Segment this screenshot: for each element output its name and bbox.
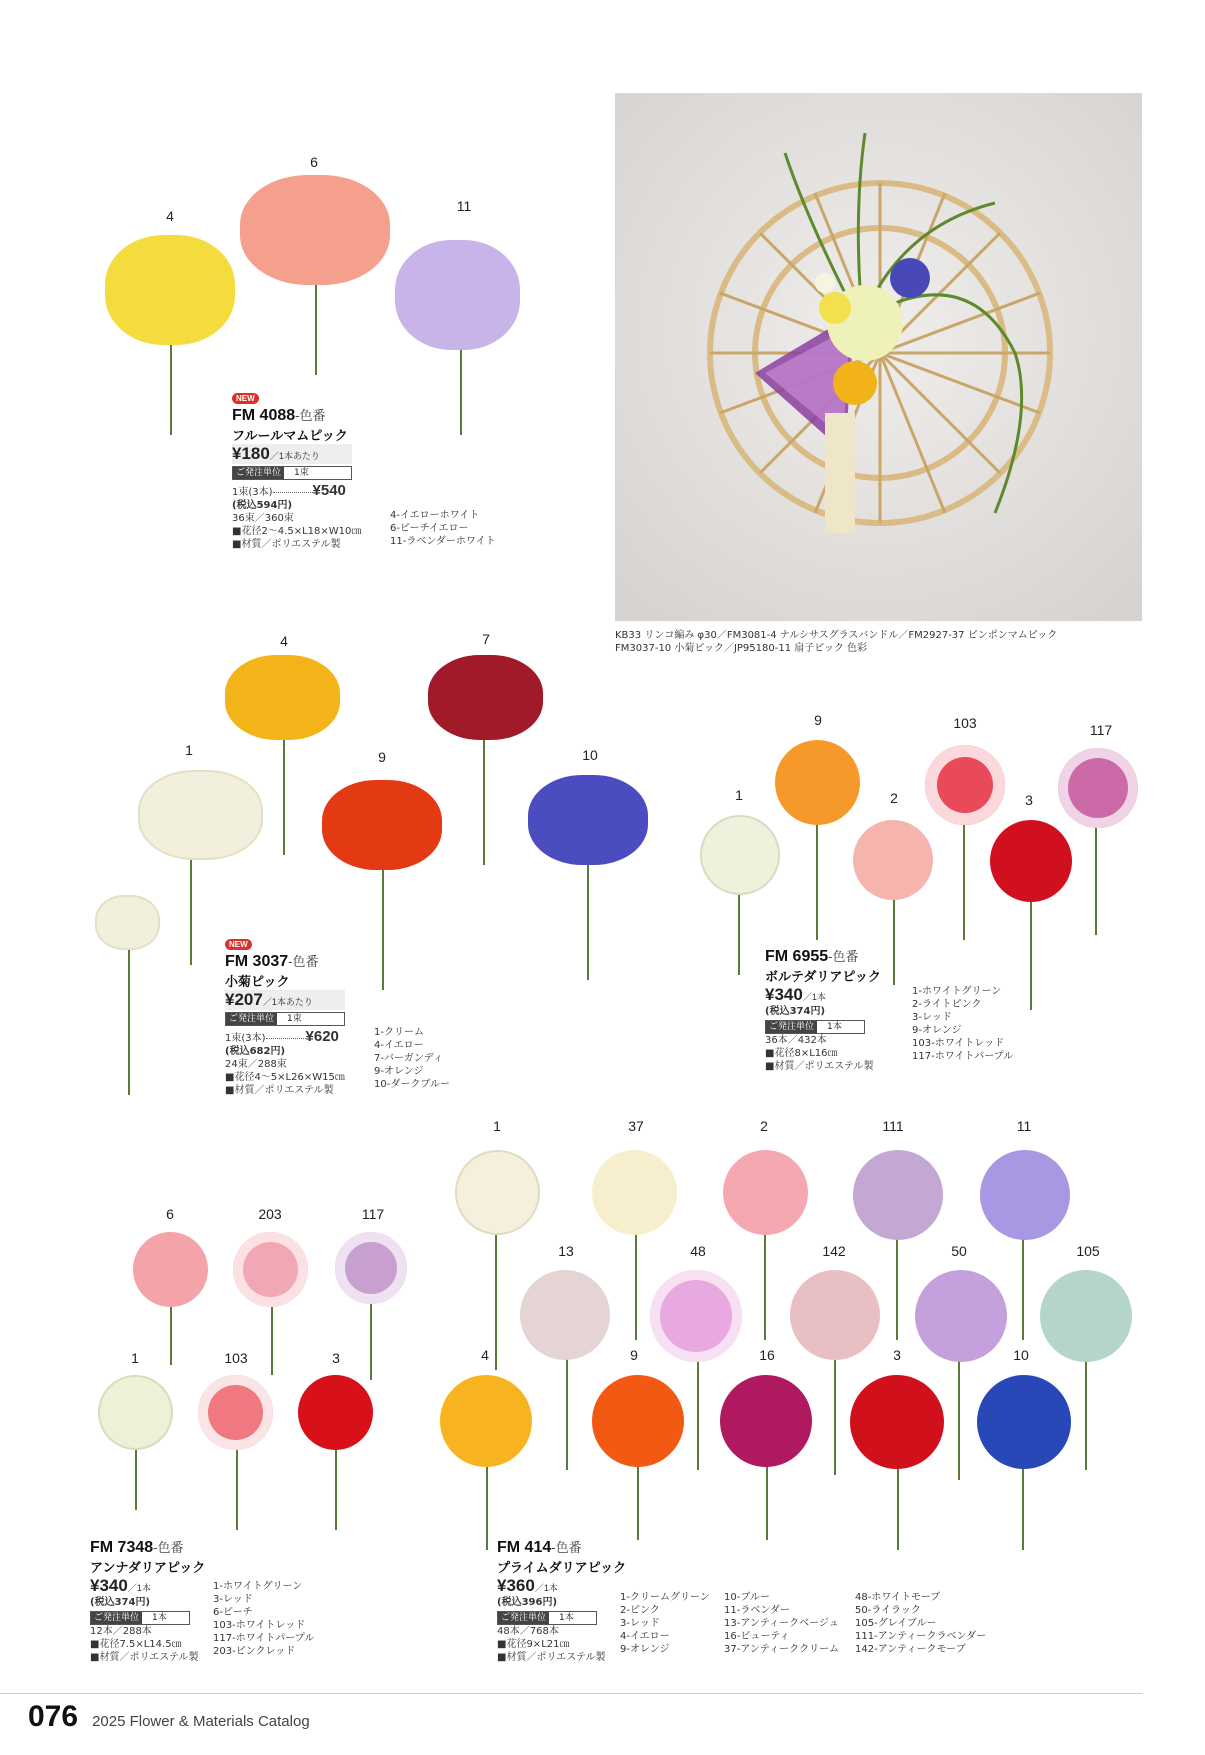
bundle-row	[232, 484, 502, 499]
flower-bloom	[592, 1375, 684, 1467]
color-label: 10	[582, 747, 598, 763]
code-suffix: -色番	[288, 954, 319, 969]
color-item: 103-ホワイトレッド	[912, 1038, 1005, 1049]
code-text: FM 6955	[765, 948, 829, 965]
flower-bloom	[105, 235, 235, 345]
color-label: 11	[1016, 1118, 1032, 1134]
color-label: 7	[482, 631, 490, 647]
color-label: 4	[166, 208, 174, 224]
color-item: 13-アンティークベージュ	[724, 1618, 839, 1629]
flower-bloom	[520, 1270, 610, 1360]
product-name: ボルテダリアピック	[765, 970, 881, 985]
color-item: 2-ライトピンク	[912, 999, 982, 1010]
color-item: 10-ダークブルー	[374, 1079, 450, 1090]
price-value: ¥360	[497, 1576, 535, 1595]
flower-stem	[236, 1440, 238, 1530]
fm414-colors-a	[620, 1591, 710, 1656]
new-badge: NEW	[232, 393, 259, 404]
flower-stem	[370, 1300, 372, 1380]
fm3037-info	[225, 932, 495, 1097]
flower-bloom	[723, 1150, 808, 1235]
material: ■材質／ポリエステル製	[765, 1061, 874, 1072]
flower-stem	[135, 1440, 137, 1510]
bundle-row	[225, 1030, 495, 1045]
code-text: FM 7348	[90, 1539, 154, 1556]
color-item: 10-ブルー	[724, 1592, 770, 1603]
color-item: 2-ピンク	[620, 1605, 660, 1616]
flower-bloom	[915, 1270, 1007, 1362]
color-label: 105	[1076, 1243, 1100, 1259]
order-unit-value: 1本	[152, 1613, 167, 1623]
material: ■材質／ポリエステル製	[497, 1652, 606, 1663]
color-label: 3	[893, 1347, 901, 1363]
color-item: 4-イエローホワイト	[390, 510, 480, 521]
flower-bloom	[592, 1150, 677, 1235]
color-label: 1	[735, 787, 743, 803]
flower-stem	[635, 1230, 637, 1340]
flower-stem	[764, 1230, 766, 1340]
tax-price: (税込374円)	[765, 1006, 826, 1017]
flower-bloom	[700, 815, 780, 895]
flower-stem	[1022, 1230, 1024, 1340]
size: ■花径7.5×L14.5㎝	[90, 1639, 182, 1650]
flower-bloom	[133, 1232, 208, 1307]
page-footer	[28, 1700, 310, 1734]
flower-bloom	[1040, 1270, 1132, 1362]
code-suffix: -色番	[828, 949, 859, 964]
color-item: 117-ホワイトパープル	[213, 1633, 315, 1644]
color-item: 6-ピーチイエロー	[390, 523, 469, 534]
quantity: 24束／288束	[225, 1059, 287, 1070]
material: ■材質／ポリエステル製	[90, 1652, 199, 1663]
wall-arrangement-illustration	[615, 93, 1142, 621]
color-item: 7-バーガンディ	[374, 1053, 443, 1064]
flower-bloom	[990, 820, 1072, 902]
color-label: 10	[1013, 1347, 1029, 1363]
product-photo	[615, 93, 1142, 621]
color-item: 105-グレイブルー	[855, 1618, 937, 1629]
order-unit-value: 1本	[559, 1613, 574, 1623]
price-per: ／1本	[534, 1583, 558, 1593]
color-item: 142-アンティークモーブ	[855, 1644, 966, 1655]
color-item: 3-レッド	[213, 1594, 253, 1605]
flower-stem	[896, 1230, 898, 1340]
page-number: 076	[28, 1700, 79, 1733]
color-item: 11-ラベンダー	[724, 1605, 790, 1616]
bundle-text: 1束(3本)	[232, 487, 273, 498]
flower-stem	[283, 730, 285, 855]
color-item: 4-イエロー	[620, 1631, 670, 1642]
bundle-text: 1束(3本)	[225, 1033, 266, 1044]
product-code	[225, 951, 495, 971]
flower-bloom	[395, 240, 520, 350]
product-code	[232, 405, 502, 425]
color-label: 1	[185, 742, 193, 758]
color-label: 103	[953, 715, 977, 731]
color-label: 16	[759, 1347, 775, 1363]
price-per: ／1本あたり	[262, 997, 313, 1007]
flower-bloom	[720, 1375, 812, 1467]
product-name: プライムダリアピック	[497, 1561, 627, 1576]
color-item: 203-ピンクレッド	[213, 1646, 296, 1657]
product-code	[497, 1537, 647, 1557]
tax-price: (税込374円)	[90, 1597, 151, 1608]
material: ■材質／ポリエステル製	[225, 1085, 334, 1096]
flower-bloom	[428, 655, 543, 740]
catalog-title: 2025 Flower & Materials Catalog	[92, 1713, 310, 1730]
order-unit-value: 1束	[294, 468, 309, 478]
product-code	[765, 946, 945, 966]
flower-bloom	[98, 1375, 173, 1450]
color-item: 9-オレンジ	[912, 1025, 962, 1036]
size: ■花径4～5×L26×W15㎝	[225, 1072, 345, 1083]
color-label: 2	[890, 790, 898, 806]
color-label: 13	[558, 1243, 574, 1259]
color-label: 142	[822, 1243, 846, 1259]
code-suffix: -色番	[295, 408, 326, 423]
flower-bloom	[1058, 748, 1138, 828]
flower-bloom	[790, 1270, 880, 1360]
quantity: 36束／360束	[232, 513, 294, 524]
flower-bloom	[853, 1150, 943, 1240]
code-text: FM 414	[497, 1539, 552, 1556]
code-suffix: -色番	[153, 1540, 184, 1555]
size: ■花径2～4.5×L18×W10㎝	[232, 526, 362, 537]
color-label: 117	[1089, 722, 1113, 738]
color-item: 4-イエロー	[374, 1040, 424, 1051]
color-label: 1	[131, 1350, 139, 1366]
product-code	[90, 1537, 240, 1557]
flower-stem	[335, 1440, 337, 1530]
fm414-colors-b	[724, 1591, 839, 1656]
price-per: ／1本あたり	[269, 451, 320, 461]
fm3037-colors	[374, 1026, 450, 1091]
fm4088-colors	[390, 509, 496, 548]
flower-stem	[963, 805, 965, 940]
photo-caption-line1: KB33 リンコ編み φ30／FM3081-4 ナルシサスグラスバンドル／FM2927-37 ピンポンマムピック	[615, 630, 1058, 641]
flower-bloom	[650, 1270, 742, 1362]
photo-caption-line2: FM3037-10 小菊ピック／JP95180-11 扇子ピック 色彩	[615, 643, 868, 654]
order-unit	[497, 1611, 597, 1625]
order-unit-label: ご発注単位	[766, 1021, 817, 1033]
color-label: 1	[493, 1118, 501, 1134]
price-per: ／1本	[127, 1583, 151, 1593]
color-item: 3-レッド	[620, 1618, 660, 1629]
flower-stem	[1095, 810, 1097, 935]
tax-price: (税込682円)	[225, 1046, 286, 1057]
order-unit-label: ご発注単位	[233, 467, 284, 479]
price-value: ¥340	[90, 1576, 128, 1595]
color-item: 50-ライラック	[855, 1605, 921, 1616]
color-item: 48-ホワイトモーブ	[855, 1592, 941, 1603]
order-unit	[765, 1020, 865, 1034]
color-item: 103-ホワイトレッド	[213, 1620, 306, 1631]
product-name: アンナダリアピック	[90, 1561, 206, 1576]
color-item: 37-アンティーククリーム	[724, 1644, 840, 1655]
unit-price	[232, 444, 352, 464]
leader-dots	[273, 492, 313, 493]
fm7348-colors	[213, 1580, 314, 1658]
color-label: 48	[690, 1243, 706, 1259]
color-label: 9	[814, 712, 822, 728]
color-item: 9-オレンジ	[620, 1644, 670, 1655]
flower-bloom	[225, 655, 340, 740]
flower-bloom	[925, 745, 1005, 825]
flower-stem	[816, 820, 818, 940]
order-unit	[225, 1012, 345, 1026]
product-name: 小菊ピック	[225, 975, 290, 990]
flower-bloom	[775, 740, 860, 825]
color-label: 111	[882, 1118, 904, 1134]
flower-bloom	[322, 780, 442, 870]
quantity: 48本／768本	[497, 1626, 559, 1637]
new-badge: NEW	[225, 939, 252, 950]
flower-bloom	[233, 1232, 308, 1307]
color-label: 3	[332, 1350, 340, 1366]
order-unit	[232, 466, 352, 480]
code-text: FM 4088	[232, 407, 296, 424]
color-label: 203	[258, 1206, 282, 1222]
fm6955-colors	[912, 985, 1013, 1063]
order-unit-label: ご発注単位	[498, 1612, 549, 1624]
tax-price: (税込396円)	[497, 1597, 558, 1608]
color-item: 6-ピーチ	[213, 1607, 253, 1618]
flower-stem	[170, 1300, 172, 1365]
color-item: 16-ビューティ	[724, 1631, 790, 1642]
flower-stem	[315, 280, 317, 375]
quantity: 12本／288本	[90, 1626, 152, 1637]
color-item: 1-クリームグリーン	[620, 1592, 710, 1603]
order-unit-label: ご発注単位	[226, 1013, 277, 1025]
fm414-colors-c	[855, 1591, 986, 1656]
color-label: 50	[951, 1243, 967, 1259]
flower-bloom	[853, 820, 933, 900]
color-label: 9	[630, 1347, 638, 1363]
price-value: ¥340	[765, 985, 803, 1004]
color-item: 1-ホワイトグリーン	[912, 986, 1002, 997]
flower-bloom	[977, 1375, 1071, 1469]
color-label: 4	[280, 633, 288, 649]
color-label: 9	[378, 749, 386, 765]
flower-bloom	[455, 1150, 540, 1235]
order-unit-value: 1束	[287, 1014, 302, 1024]
order-unit	[90, 1611, 190, 1625]
photo-caption	[615, 629, 1057, 655]
color-item: 11-ラベンダーホワイト	[390, 536, 496, 547]
color-item: 1-ホワイトグリーン	[213, 1581, 303, 1592]
color-label: 3	[1025, 792, 1033, 808]
color-label: 117	[361, 1206, 385, 1222]
order-unit-label: ご発注単位	[91, 1612, 142, 1624]
flower-bloom	[335, 1232, 407, 1304]
color-label: 37	[628, 1118, 644, 1134]
flower-bloom	[95, 895, 160, 950]
bundle-price: ¥540	[312, 482, 346, 499]
flower-bloom	[240, 175, 390, 285]
flower-bloom	[528, 775, 648, 865]
price-value: ¥180	[232, 444, 270, 463]
color-label: 2	[760, 1118, 768, 1134]
code-suffix: -色番	[551, 1540, 582, 1555]
flower-stem	[483, 720, 485, 865]
color-item: 9-オレンジ	[374, 1066, 424, 1077]
color-item: 117-ホワイトパープル	[912, 1051, 1014, 1062]
price-value: ¥207	[225, 990, 263, 1009]
quantity: 36本／432本	[765, 1035, 827, 1046]
bundle-price: ¥620	[305, 1028, 339, 1045]
leader-dots	[266, 1038, 306, 1039]
color-label: 6	[310, 154, 318, 170]
material: ■材質／ポリエステル製	[232, 539, 341, 550]
color-item: 3-レッド	[912, 1012, 952, 1023]
color-item: 111-アンティークラベンダー	[855, 1631, 987, 1642]
flower-stem	[271, 1300, 273, 1375]
flower-bloom	[198, 1375, 273, 1450]
flower-stem	[834, 1340, 836, 1475]
color-label: 4	[481, 1347, 489, 1363]
flower-bloom	[980, 1150, 1070, 1240]
unit-price	[225, 990, 345, 1010]
code-text: FM 3037	[225, 953, 289, 970]
flower-bloom	[298, 1375, 373, 1450]
footer-rule	[0, 1693, 1143, 1694]
flower-bloom	[440, 1375, 532, 1467]
flower-stem	[495, 1230, 497, 1370]
color-item: 1-クリーム	[374, 1027, 424, 1038]
price-per: ／1本	[802, 992, 826, 1002]
color-label: 11	[456, 198, 472, 214]
flower-bloom	[138, 770, 263, 860]
flower-bloom	[850, 1375, 944, 1469]
size: ■花径9×L21㎝	[497, 1639, 570, 1650]
order-unit-value: 1本	[827, 1022, 842, 1032]
flower-stem	[587, 860, 589, 980]
color-label: 103	[224, 1350, 248, 1366]
product-name: フルールマムピック	[232, 429, 348, 444]
color-label: 6	[166, 1206, 174, 1222]
size: ■花径8×L16㎝	[765, 1048, 838, 1059]
tax-price: (税込594円)	[232, 500, 293, 511]
